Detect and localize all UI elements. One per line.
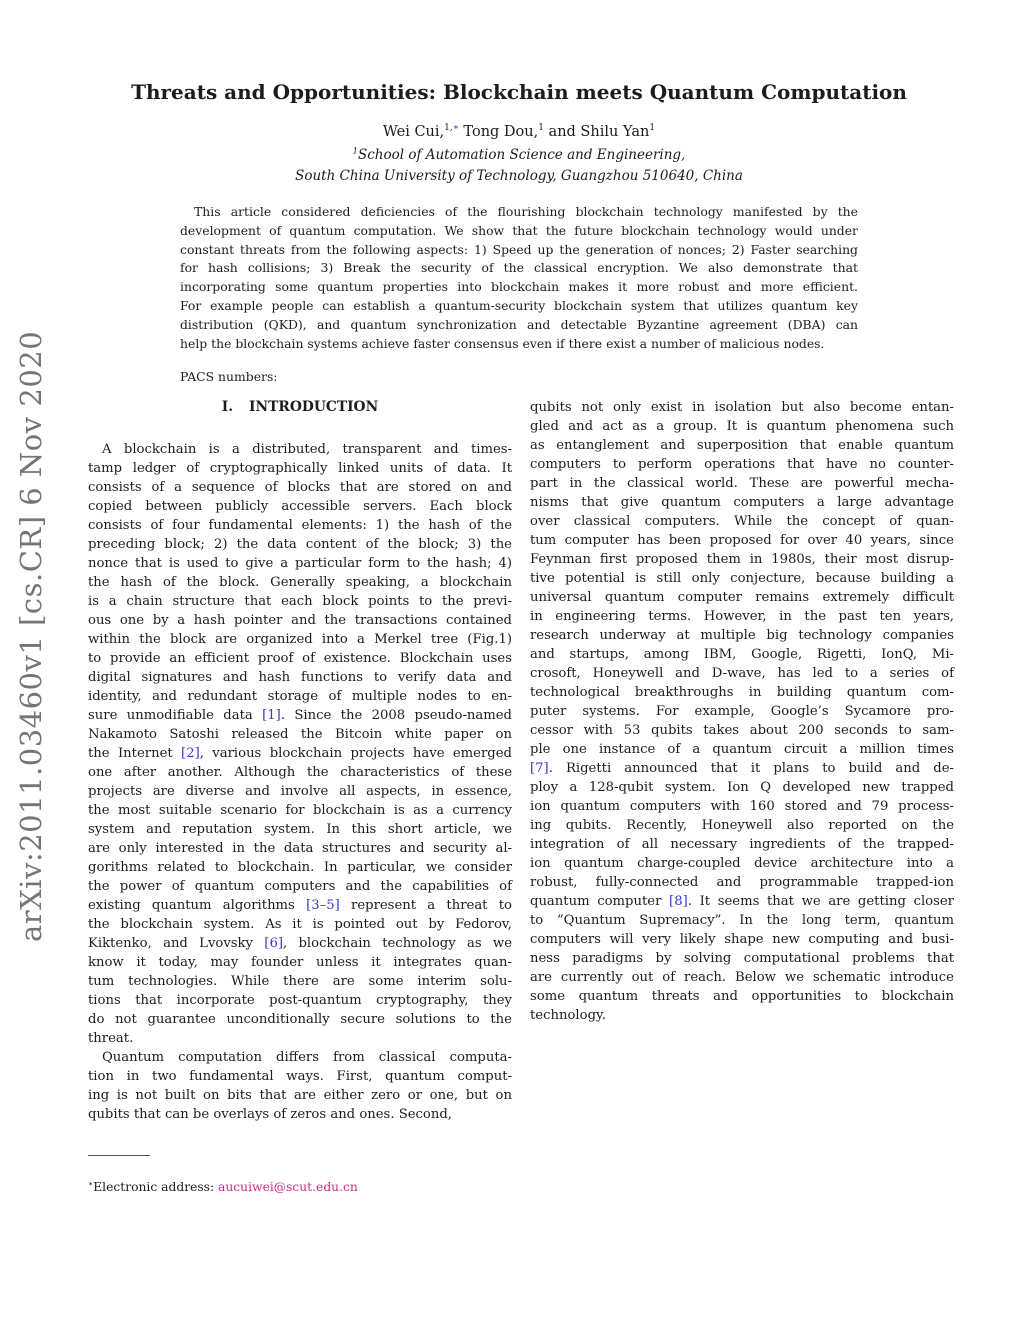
text-line: projects are diverse and involve all aspects, in essence, bbox=[88, 784, 512, 799]
text-line: the Internet [2], various blockchain projects have emerged bbox=[88, 746, 512, 761]
text-line: ing qubits. Recently, Honeywell also reported on the bbox=[530, 818, 954, 833]
text-line: part in the classical world. These are powerful mecha- bbox=[530, 476, 954, 491]
text-line: Feynman first proposed them in 1980s, their most disrup- bbox=[530, 552, 954, 567]
footnote-rule bbox=[88, 1155, 150, 1156]
text-line: tum technologies. While there are some interim solu- bbox=[88, 974, 512, 989]
citation-link[interactable]: [3–5] bbox=[306, 898, 340, 913]
text-line: Nakamoto Satoshi released the Bitcoin white paper on bbox=[88, 727, 512, 742]
text-line: ion quantum computers with 160 stored and 79 process- bbox=[530, 799, 954, 814]
text-line: in engineering terms. However, in the past ten years, bbox=[530, 609, 954, 624]
superscript: 1 bbox=[352, 145, 358, 156]
text-line: gled and act as a group. It is quantum phenomena such bbox=[530, 419, 954, 434]
text-line: This article considered deficiencies of the flourishing blockchain technology manifested by the bbox=[194, 204, 858, 219]
text-line: incorporating some quantum properties into blockchain makes it more robust and more efficient. bbox=[180, 279, 858, 295]
text-segment: School of Automation Science and Engineering, bbox=[357, 147, 686, 163]
text-line: to provide an efficient proof of existence. Blockchain uses bbox=[88, 651, 512, 666]
paragraph bbox=[88, 1048, 512, 1124]
author-line bbox=[88, 124, 950, 140]
affiliation-line bbox=[88, 145, 950, 166]
right-column bbox=[530, 398, 954, 1025]
text-line: ion quantum charge-coupled device architecture into a bbox=[530, 856, 954, 871]
text-line: and startups, among IBM, Google, Rigetti, IonQ, Mi- bbox=[530, 647, 954, 662]
text-line: over classical computers. While the concept of quan- bbox=[530, 514, 954, 529]
superscript: ∗ bbox=[452, 123, 459, 134]
text-line: robust, fully-connected and programmable trapped-ion bbox=[530, 875, 954, 890]
text-line: Quantum computation differs from classical computa- bbox=[102, 1050, 512, 1065]
pacs-label: PACS numbers: bbox=[180, 369, 278, 385]
text-line: ing is not built on bits that are either zero or one, but on bbox=[88, 1088, 512, 1103]
text-segment: South China University of Technology, Guangzhou 510640, China bbox=[295, 168, 743, 184]
arxiv-watermark: arXiv:2011.03460v1 [cs.CR] 6 Nov 2020 bbox=[14, 330, 48, 942]
text-line: help the blockchain systems achieve faster consensus even if there exist a number of malicious nodes. bbox=[180, 335, 825, 351]
citation-link[interactable]: [1] bbox=[262, 708, 281, 723]
text-line: digital signatures and hash functions to verify data and bbox=[88, 670, 512, 685]
text-line: threat. bbox=[88, 1031, 134, 1046]
text-line: quantum computer [8]. It seems that we are getting closer bbox=[530, 894, 954, 909]
text-line: the power of quantum computers and the capabilities of bbox=[88, 879, 512, 894]
text-line: are currently out of reach. Below we schematic introduce bbox=[530, 970, 954, 985]
text-line: consists of four fundamental elements: 1) the hash of the bbox=[88, 518, 512, 533]
section-heading bbox=[88, 398, 512, 417]
text-line: preceding block; 2) the data content of the block; 3) the bbox=[88, 537, 512, 552]
text-line: nisms that give quantum computers a large advantage bbox=[530, 495, 954, 510]
text-line: qubits not only exist in isolation but also become entan- bbox=[530, 400, 954, 415]
text-line: within the block are organized into a Merkel tree (Fig.1) bbox=[88, 632, 512, 647]
text-line: some quantum threats and opportunities to blockchain bbox=[530, 989, 954, 1004]
text-line: identity, and redundant storage of multiple nodes to en- bbox=[88, 689, 512, 704]
text-line: are only interested in the data structures and security al- bbox=[88, 841, 512, 856]
text-line: the most suitable scenario for blockchain is as a currency bbox=[88, 803, 512, 818]
text-line: tion in two fundamental ways. First, quantum comput- bbox=[88, 1069, 512, 1084]
text-line: ness paradigms by solving computational problems that bbox=[530, 951, 954, 966]
footnote bbox=[88, 1155, 512, 1194]
text-line: copied between publicly accessible servers. Each block bbox=[88, 499, 512, 514]
citation-link[interactable]: [6] bbox=[264, 936, 283, 951]
text-line: development of quantum computation. We show that the future blockchain technology would under bbox=[180, 222, 858, 238]
text-line: puter systems. For example, Google’s Sycamore pro- bbox=[530, 704, 954, 719]
text-line: the blockchain system. As it is pointed out by Fedorov, bbox=[88, 917, 512, 932]
paragraph bbox=[88, 440, 512, 1048]
paragraph bbox=[530, 398, 954, 1025]
text-line: for hash collisions; 3) Break the security of the classical encryption. We also demonstrate that bbox=[180, 260, 858, 276]
text-line: is a chain structure that each block points to the previ- bbox=[88, 594, 512, 609]
section-title: INTRODUCTION bbox=[249, 399, 379, 415]
text-line: as entanglement and superposition that enable quantum bbox=[530, 438, 954, 453]
text-line: constant threats from the following aspects: 1) Speed up the generation of nonces; 2) Faster searching bbox=[180, 241, 858, 257]
text-line: existing quantum algorithms [3–5] represent a threat to bbox=[88, 898, 512, 913]
text-segment: Electronic address: bbox=[93, 1180, 219, 1194]
section-number: I. bbox=[221, 399, 234, 415]
citation-link[interactable]: [2] bbox=[181, 746, 200, 761]
paragraph bbox=[180, 203, 858, 353]
affiliation-line bbox=[88, 166, 950, 187]
text-line: tive potential is still only conjecture, because building a bbox=[530, 571, 954, 586]
text-line: gorithms related to blockchain. In particular, we consider bbox=[88, 860, 512, 875]
text-line: one after another. Although the characteristics of these bbox=[88, 765, 512, 780]
text-line: crosoft, Honeywell and D-wave, has led to a series of bbox=[530, 666, 954, 681]
text-line: Kiktenko, and Lvovsky [6], blockchain technology as we bbox=[88, 936, 512, 951]
text-line: distribution (QKD), and quantum synchronization and detectable Byzantine agreement (DBA) can bbox=[180, 316, 858, 332]
citation-link[interactable]: [8] bbox=[669, 894, 688, 909]
text-line: tum computer has been proposed for over 40 years, since bbox=[530, 533, 954, 548]
text-line: technology. bbox=[530, 1008, 606, 1023]
text-line: consists of a sequence of blocks that are stored on and bbox=[88, 480, 512, 495]
text-line: universal quantum computer remains extremely difficult bbox=[530, 590, 954, 605]
text-line: nonce that is used to give a particular form to the hash; 4) bbox=[88, 556, 512, 571]
text-line: sure unmodifiable data [1]. Since the 2008 pseudo-named bbox=[88, 708, 513, 723]
text-line: to “Quantum Supremacy”. In the long term, quantum bbox=[530, 913, 954, 928]
text-line: do not guarantee unconditionally secure solutions to the bbox=[88, 1012, 512, 1027]
abstract bbox=[180, 203, 858, 353]
text-line: ple one instance of a quantum circuit a million times bbox=[530, 742, 954, 757]
text-line: computers to perform operations that have no counter- bbox=[530, 457, 954, 472]
text-line: research underway at multiple big technology companies bbox=[530, 628, 954, 643]
text-line: qubits that can be overlays of zeros and ones. Second, bbox=[88, 1107, 452, 1122]
text-line: know it today, may founder unless it integrates quan- bbox=[88, 955, 512, 970]
text-line: integration of all necessary ingredients of the trapped- bbox=[530, 837, 954, 852]
text-line: the hash of the block. Generally speaking, a blockchain bbox=[88, 575, 512, 590]
text-line: ous one by a hash pointer and the transactions contained bbox=[88, 613, 512, 628]
citation-link[interactable]: [7] bbox=[530, 761, 549, 776]
text-line: [7]. Rigetti announced that it plans to build and de- bbox=[530, 761, 954, 776]
text-line: A blockchain is a distributed, transparent and times- bbox=[102, 442, 512, 457]
superscript: ∗ bbox=[88, 1178, 94, 1188]
footnote-text bbox=[88, 1180, 512, 1194]
superscript: 1 bbox=[538, 123, 544, 134]
paper-content bbox=[88, 80, 950, 384]
text-line: tions that incorporate post-quantum cryptography, they bbox=[88, 993, 512, 1008]
text-segment: and Shilu Yan bbox=[543, 124, 650, 140]
text-line: ploy a 128-qubit system. Ion Q developed new trapped bbox=[530, 780, 954, 795]
text-line: system and reputation system. In this short article, we bbox=[88, 822, 512, 837]
text-line: cessor with 53 qubits takes about 200 seconds to sam- bbox=[530, 723, 954, 738]
affiliation bbox=[88, 145, 950, 187]
email-link[interactable]: aucuiwei@scut.edu.cn bbox=[218, 1180, 358, 1194]
text-segment: Wei Cui, bbox=[382, 124, 445, 140]
superscript: 1, bbox=[444, 123, 453, 134]
paper-title: Threats and Opportunities: Blockchain meets Quantum Computation bbox=[131, 80, 907, 104]
text-line: tamp ledger of cryptographically linked units of data. It bbox=[88, 461, 512, 476]
text-line: For example people can establish a quantum-security blockchain system that utilizes quantum key bbox=[180, 297, 858, 313]
text-segment: Tong Dou, bbox=[458, 124, 539, 140]
text-line: technological breakthroughs in building quantum com- bbox=[530, 685, 954, 700]
superscript: 1 bbox=[649, 123, 656, 134]
text-line: computers will very likely shape new computing and busi- bbox=[530, 932, 954, 947]
left-column bbox=[88, 398, 512, 1124]
